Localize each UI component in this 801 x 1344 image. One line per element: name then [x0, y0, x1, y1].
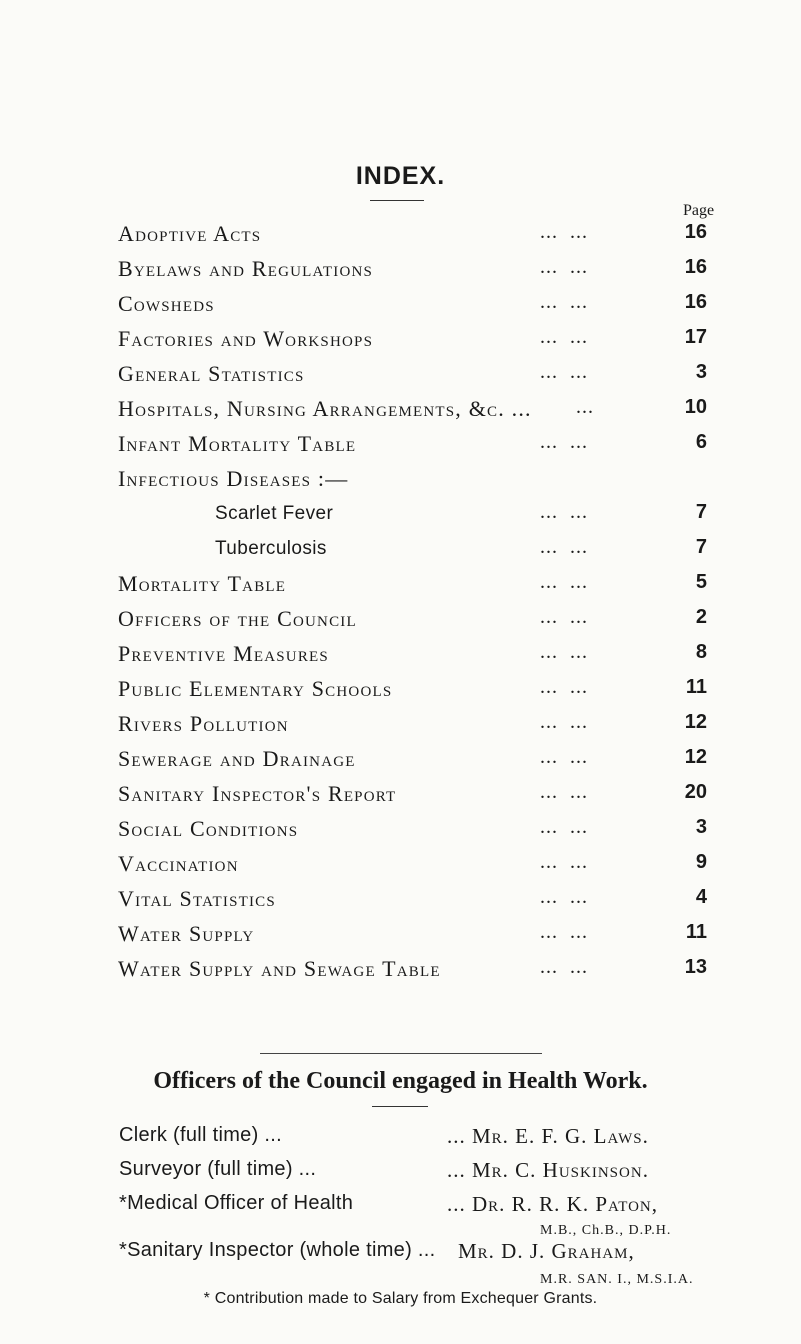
entry-page-number: 12 [684, 711, 707, 733]
index-entry-schools [0, 676, 801, 710]
officer-role: Clerk (full time) ... [119, 1124, 282, 1146]
entry-page-number: 13 [684, 956, 707, 978]
entry-leader: ... ... [540, 291, 588, 313]
entry-page-number: 7 [695, 501, 707, 523]
index-entry-vital-statistics [0, 886, 801, 920]
entry-label: Tuberculosis [215, 538, 327, 559]
index-entry-cowsheds [0, 291, 801, 325]
officers-heading: Officers of the Council engaged in Health Work. [153, 1068, 648, 1094]
entry-leader: ... ... [540, 431, 588, 453]
entry-page-number: 3 [695, 816, 707, 838]
index-entry-factories [0, 326, 801, 360]
officer-name: ... Mr. E. F. G. Laws. [447, 1124, 649, 1148]
entry-page-number: 7 [695, 536, 707, 558]
index-entry-rivers-pollution [0, 711, 801, 745]
entry-label: Water Supply [118, 921, 255, 946]
entry-leader: ... ... [540, 921, 588, 943]
entry-label: Rivers Pollution [118, 711, 289, 736]
entry-leader: ... ... [540, 326, 588, 348]
footnote: * Contribution made to Salary from Exchequer Grants. [203, 1290, 598, 1307]
entry-page-number: 16 [684, 291, 707, 313]
entry-label: Infectious Diseases :— [118, 466, 349, 491]
title-underline [370, 200, 424, 201]
entry-leader: ... ... [540, 816, 588, 838]
index-entry-byelaws [0, 256, 801, 290]
entry-label: Infant Mortality Table [118, 431, 357, 456]
officers-heading-underline [372, 1106, 428, 1107]
index-entry-water-sewage-table [0, 956, 801, 990]
officer-name: ... Mr. C. Huskinson. [447, 1158, 649, 1182]
entry-label: General Statistics [118, 361, 305, 386]
entry-leader: ... ... [540, 606, 588, 628]
entry-label: Officers of the Council [118, 606, 357, 631]
entry-leader: ... ... [540, 536, 588, 558]
index-entry-vaccination [0, 851, 801, 885]
entry-leader: ... ... [540, 641, 588, 663]
entry-page-number: 3 [695, 361, 707, 383]
entry-leader: ... ... [540, 781, 588, 803]
index-entry-sewerage [0, 746, 801, 780]
entry-leader: ... ... [540, 256, 588, 278]
officer-qualifications: M.R. SAN. I., M.S.I.A. [540, 1272, 694, 1287]
index-entry-sanitary-report [0, 781, 801, 815]
entry-leader: ... ... [540, 571, 588, 593]
entry-page-number: 4 [695, 886, 707, 908]
page-column-header: Page [683, 202, 715, 219]
entry-page-number: 11 [685, 676, 707, 698]
entry-leader: ... [540, 396, 594, 418]
entry-page-number: 20 [684, 781, 707, 803]
entry-label: Adoptive Acts [118, 221, 262, 246]
entry-page-number: 8 [695, 641, 707, 663]
entry-label: Cowsheds [118, 291, 215, 316]
index-entry-mortality-table [0, 571, 801, 605]
entry-label: Vaccination [118, 851, 239, 876]
index-entry-hospitals [0, 396, 801, 430]
index-entry-infectious-diseases [0, 466, 801, 500]
index-entry-scarlet-fever [0, 501, 801, 535]
index-entry-officers [0, 606, 801, 640]
entry-page-number: 5 [695, 571, 707, 593]
entry-leader: ... ... [540, 676, 588, 698]
index-title: INDEX. [355, 162, 446, 190]
entry-leader: ... ... [540, 221, 588, 243]
index-entry-water-supply [0, 921, 801, 955]
officer-name: ... Dr. R. R. K. Paton, [447, 1192, 659, 1216]
entry-page-number: 6 [695, 431, 707, 453]
index-entry-social-conditions [0, 816, 801, 850]
entry-page-number: 17 [684, 326, 707, 348]
entry-label: Scarlet Fever [215, 503, 334, 524]
entry-page-number: 16 [684, 221, 707, 243]
officer-role: *Medical Officer of Health [119, 1192, 354, 1214]
entry-label: Mortality Table [118, 571, 287, 596]
officer-role: Surveyor (full time) ... [119, 1158, 317, 1180]
entry-leader: ... ... [540, 956, 588, 978]
officer-name: Mr. D. J. Graham, [458, 1239, 635, 1263]
entry-page-number: 2 [695, 606, 707, 628]
entry-label: Hospitals, Nursing Arrangements, &c. ... [118, 396, 532, 421]
entry-leader: ... ... [540, 851, 588, 873]
entry-page-number: 9 [695, 851, 707, 873]
entry-page-number: 16 [684, 256, 707, 278]
index-entry-preventive-measures [0, 641, 801, 675]
index-entry-general-statistics [0, 361, 801, 395]
entry-leader: ... ... [540, 711, 588, 733]
index-entry-infant-mortality [0, 431, 801, 465]
entry-label: Sewerage and Drainage [118, 746, 356, 771]
officer-role: *Sanitary Inspector (whole time) ... [119, 1239, 436, 1261]
entry-leader: ... ... [540, 361, 588, 383]
entry-page-number: 12 [684, 746, 707, 768]
entry-page-number: 11 [685, 921, 707, 943]
entry-label: Byelaws and Regulations [118, 256, 374, 281]
section-divider [260, 1053, 542, 1054]
entry-label: Public Elementary Schools [118, 676, 393, 701]
entry-label: Sanitary Inspector's Report [118, 781, 397, 806]
entry-page-number: 10 [684, 396, 707, 418]
entry-leader: ... ... [540, 501, 588, 523]
entry-label: Factories and Workshops [118, 326, 374, 351]
entry-label: Water Supply and Sewage Table [118, 956, 441, 981]
entry-leader: ... ... [540, 746, 588, 768]
entry-label: Vital Statistics [118, 886, 276, 911]
entry-label: Preventive Measures [118, 641, 329, 666]
entry-label: Social Conditions [118, 816, 299, 841]
officer-qualifications: M.B., Ch.B., D.P.H. [540, 1223, 672, 1238]
index-entry-tuberculosis [0, 536, 801, 570]
index-entry-adoptive-acts [0, 221, 801, 255]
entry-leader: ... ... [540, 886, 588, 908]
